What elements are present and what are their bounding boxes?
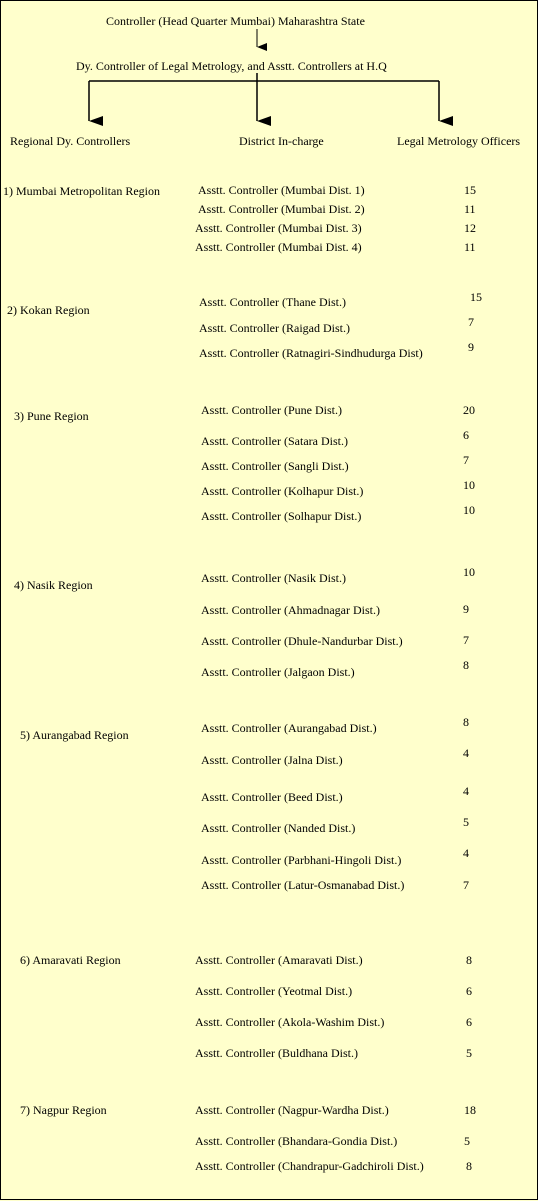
officer-count: 7: [463, 633, 469, 647]
officer-count: 10: [463, 565, 475, 579]
district-label: Asstt. Controller (Nasik Dist.): [201, 571, 346, 585]
region-name: 2) Kokan Region: [7, 303, 90, 317]
district-label: Asstt. Controller (Nagpur-Wardha Dist.): [195, 1103, 389, 1117]
column-header-regional: Regional Dy. Controllers: [10, 134, 131, 148]
district-label: Asstt. Controller (Parbhani-Hingoli Dist.): [201, 853, 402, 867]
region-name: 5) Aurangabad Region: [20, 728, 129, 742]
officer-count: 10: [463, 478, 475, 492]
district-label: Asstt. Controller (Chandrapur-Gadchiroli Dist.): [195, 1159, 424, 1173]
officer-count: 5: [464, 1134, 470, 1148]
officer-count: 6: [466, 1015, 472, 1029]
officer-count: 9: [468, 340, 474, 354]
officer-count: 15: [470, 290, 482, 304]
district-label: Asstt. Controller (Jalgaon Dist.): [201, 665, 355, 679]
officer-count: 5: [466, 1046, 472, 1060]
column-header-officers: Legal Metrology Officers: [397, 134, 521, 148]
officer-count: 4: [463, 746, 469, 760]
region-name: 4) Nasik Region: [14, 578, 93, 592]
officer-count: 15: [464, 183, 476, 197]
officer-count: 7: [463, 453, 469, 467]
officer-count: 18: [464, 1103, 476, 1117]
district-label: Asstt. Controller (Yeotmal Dist.): [195, 984, 353, 998]
officer-count: 7: [468, 315, 474, 329]
officer-count: 8: [463, 715, 469, 729]
district-label: Asstt. Controller (Satara Dist.): [201, 434, 348, 448]
district-label: Asstt. Controller (Amaravati Dist.): [195, 953, 363, 967]
officer-count: 11: [464, 240, 476, 254]
officer-count: 9: [463, 602, 469, 616]
officer-count: 4: [463, 846, 469, 860]
district-label: Asstt. Controller (Dhule-Nandurbar Dist.): [201, 634, 403, 648]
district-label: Asstt. Controller (Bhandara-Gondia Dist.): [195, 1134, 398, 1148]
district-label: Asstt. Controller (Ratnagiri-Sindhudurga Dist): [199, 346, 423, 360]
officer-count: 4: [463, 784, 469, 798]
region-name: 6) Amaravati Region: [20, 953, 121, 967]
district-label: Asstt. Controller (Pune Dist.): [201, 403, 342, 417]
district-label: Asstt. Controller (Mumbai Dist. 4): [195, 240, 362, 254]
district-label: Asstt. Controller (Mumbai Dist. 2): [198, 202, 365, 216]
district-label: Asstt. Controller (Akola-Washim Dist.): [195, 1015, 385, 1029]
district-label: Asstt. Controller (Ahmadnagar Dist.): [201, 603, 380, 617]
district-label: Asstt. Controller (Latur-Osmanabad Dist.): [201, 878, 405, 892]
officer-count: 5: [463, 815, 469, 829]
officer-count: 12: [464, 221, 476, 235]
officer-count: 6: [466, 984, 472, 998]
district-label: Asstt. Controller (Mumbai Dist. 1): [198, 183, 365, 197]
officer-count: 10: [463, 503, 475, 517]
district-label: Asstt. Controller (Sangli Dist.): [201, 459, 349, 473]
column-header-district: District In-charge: [239, 134, 324, 148]
district-label: Asstt. Controller (Aurangabad Dist.): [201, 721, 377, 735]
region-name: 1) Mumbai Metropolitan Region: [3, 184, 160, 198]
officer-count: 7: [463, 878, 469, 892]
district-label: Asstt. Controller (Jalna Dist.): [201, 753, 343, 767]
district-label: Asstt. Controller (Kolhapur Dist.): [201, 484, 364, 498]
district-label: Asstt. Controller (Mumbai Dist. 3): [195, 221, 362, 235]
district-label: Asstt. Controller (Buldhana Dist.): [195, 1046, 358, 1060]
officer-count: 8: [466, 953, 472, 967]
district-label: Asstt. Controller (Raigad Dist.): [199, 321, 350, 335]
district-label: Asstt. Controller (Solhapur Dist.): [201, 509, 362, 523]
officer-count: 11: [464, 202, 476, 216]
district-label: Asstt. Controller (Thane Dist.): [199, 295, 346, 309]
officer-count: 6: [463, 428, 469, 442]
officer-count: 8: [466, 1159, 472, 1173]
region-name: 7) Nagpur Region: [20, 1103, 107, 1117]
region-name: 3) Pune Region: [14, 409, 89, 423]
dy-controller-title: Dy. Controller of Legal Metrology, and Asstt. Controllers at H.Q: [76, 59, 387, 73]
district-label: Asstt. Controller (Nanded Dist.): [201, 821, 356, 835]
officer-count: 8: [463, 658, 469, 672]
controller-title: Controller (Head Quarter Mumbai) Maharashtra State: [106, 14, 365, 28]
district-label: Asstt. Controller (Beed Dist.): [201, 790, 343, 804]
officer-count: 20: [463, 403, 475, 417]
